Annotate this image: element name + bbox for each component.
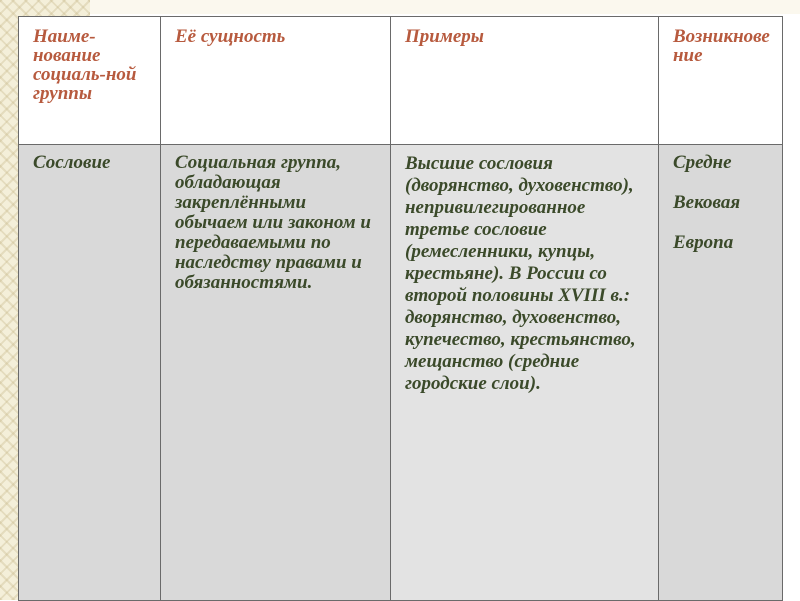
header-emergence [659, 17, 783, 145]
cell-emergence [659, 145, 783, 601]
table-header-row [19, 17, 783, 145]
cell-examples [391, 145, 659, 601]
header-emergence-label: Возникновение [673, 26, 770, 66]
header-name-label: Наиме-нование социаль-ной группы [33, 26, 137, 104]
group-name-text: Сословие [33, 152, 111, 173]
header-examples-label: Примеры [405, 26, 484, 47]
emergence-line-2: Вековая [673, 192, 741, 213]
examples-text: Высшие сословия (дворянство, духовенство), непривилегированное третье сословие (ремесленники, купцы, крестьяне). В России со второй половины XVIII в.: дворянство, духовенство, купечество, крестьянство, мещанство (средние городские слои). [405, 153, 636, 394]
header-examples [391, 17, 659, 145]
cell-essence [161, 145, 391, 601]
header-essence [161, 17, 391, 145]
cell-group-name [19, 145, 161, 601]
header-essence-label: Её сущность [175, 26, 286, 47]
emergence-line-3: Европа [673, 232, 734, 253]
social-groups-table [18, 16, 783, 601]
slide-top-strip [90, 0, 800, 14]
table-row [19, 145, 783, 601]
header-name [19, 17, 161, 145]
emergence-line-1: Средне [673, 152, 732, 173]
essence-text: Социальная группа, обладающая закреплёнными обычаем или законом и передаваемыми по наследству правами и обязанностями. [175, 152, 371, 293]
